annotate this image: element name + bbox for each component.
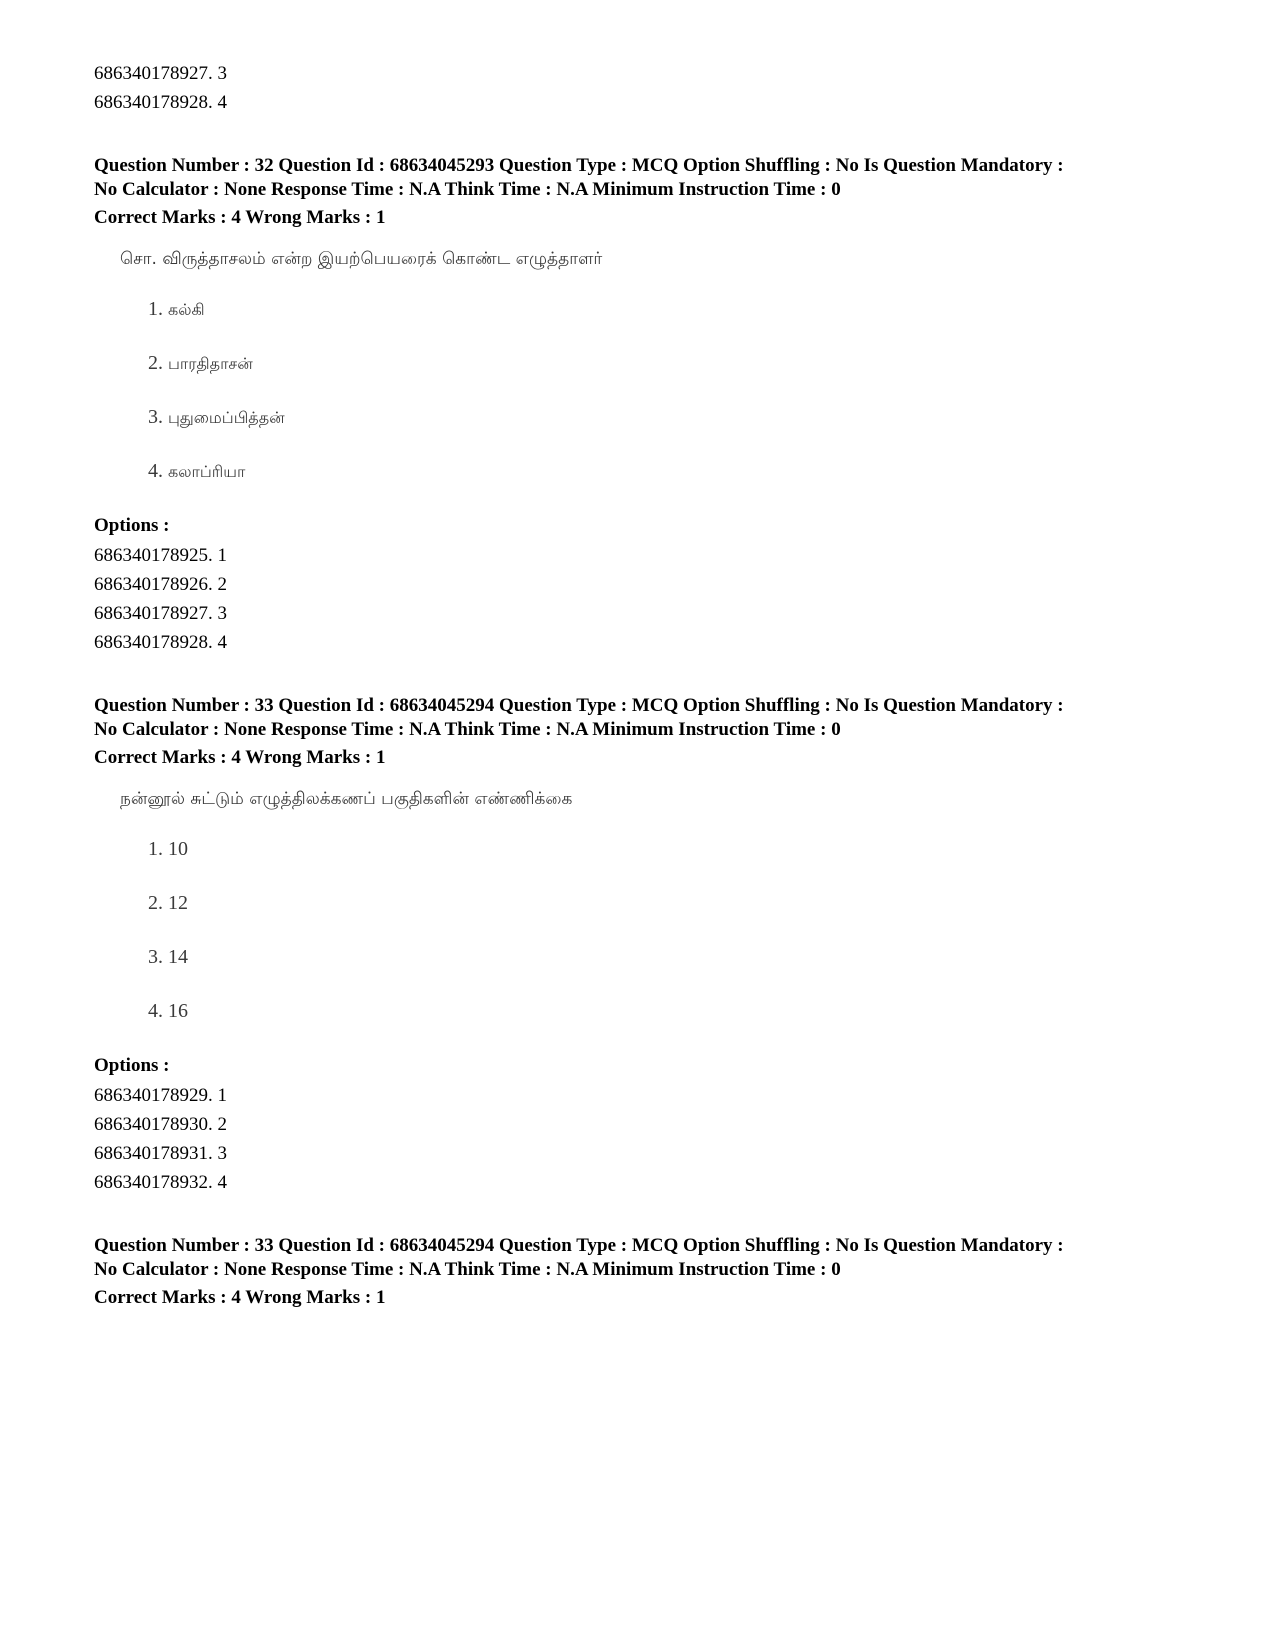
choice-text: கலாப்ரியா [168,462,246,481]
choice-text: 16 [168,1000,188,1022]
question-image [120,244,1204,486]
question-header [94,154,1204,202]
question-header-line2: No Calculator : None Response Time : N.A Think Time : N.A Minimum Instruction Time : 0 [94,719,841,740]
option-line: 686340178931. 3 [94,1143,227,1164]
question-marks: Correct Marks : 4 Wrong Marks : 1 [94,207,386,228]
options-list [94,1081,1204,1197]
option-line: 686340178932. 4 [94,1172,227,1193]
choice-number: 1. [148,298,163,320]
option-line: 686340178925. 1 [94,545,227,566]
question-marks: Correct Marks : 4 Wrong Marks : 1 [94,747,386,768]
question-block-trailing [94,1234,1204,1310]
question-header-line1: Question Number : 33 Question Id : 68634045294 Question Type : MCQ Option Shuffling : No Is Question Mandatory : [94,1235,1064,1256]
choice-number: 2. [148,352,163,374]
question-image [120,784,1204,1026]
option-line: 686340178929. 1 [94,1085,227,1106]
option-line: 686340178928. 4 [94,92,227,113]
choice-item [148,456,1204,486]
question-text: நன்னூல் சுட்டும் எழுத்திலக்கணப் பகுதிகளின் எண்ணிக்கை [120,789,573,809]
question-marks: Correct Marks : 4 Wrong Marks : 1 [94,1287,386,1308]
question-header-line1: Question Number : 33 Question Id : 68634045294 Question Type : MCQ Option Shuffling : No Is Question Mandatory : [94,695,1064,716]
choice-item [148,834,1204,864]
choice-item [148,402,1204,432]
options-list [94,541,1204,657]
choice-text: கல்கி [168,300,205,319]
question-header-line1: Question Number : 32 Question Id : 68634045293 Question Type : MCQ Option Shuffling : No Is Question Mandatory : [94,155,1064,176]
option-line: 686340178927. 3 [94,603,227,624]
choice-item [148,888,1204,918]
choice-item [148,348,1204,378]
option-line: 686340178927. 3 [94,63,227,84]
option-line: 686340178928. 4 [94,632,227,653]
choice-number: 3. [148,946,163,968]
question-block-32 [94,154,1204,657]
choice-item [148,942,1204,972]
choice-number: 3. [148,406,163,428]
question-text: சொ. விருத்தாசலம் என்ற இயற்பெயரைக் கொண்ட எழுத்தாளர் [120,249,603,269]
question-header [94,694,1204,742]
document-page [94,59,1204,1310]
choice-number: 4. [148,1000,163,1022]
previous-options-list [94,59,1204,117]
question-header-line2: No Calculator : None Response Time : N.A Think Time : N.A Minimum Instruction Time : 0 [94,1259,841,1280]
choice-item [148,294,1204,324]
question-block-33 [94,694,1204,1197]
question-header-line2: No Calculator : None Response Time : N.A Think Time : N.A Minimum Instruction Time : 0 [94,179,841,200]
options-label: Options : [94,515,170,536]
options-label: Options : [94,1055,170,1076]
choice-text: பாரதிதாசன் [168,354,253,373]
choice-number: 1. [148,838,163,860]
choice-text: புதுமைப்பித்தன் [168,408,285,427]
choice-item [148,996,1204,1026]
choice-number: 4. [148,460,163,482]
choice-text: 12 [168,892,188,914]
option-line: 686340178926. 2 [94,574,227,595]
choice-text: 14 [168,946,188,968]
option-line: 686340178930. 2 [94,1114,227,1135]
choice-number: 2. [148,892,163,914]
question-header [94,1234,1204,1282]
choice-text: 10 [168,838,188,860]
